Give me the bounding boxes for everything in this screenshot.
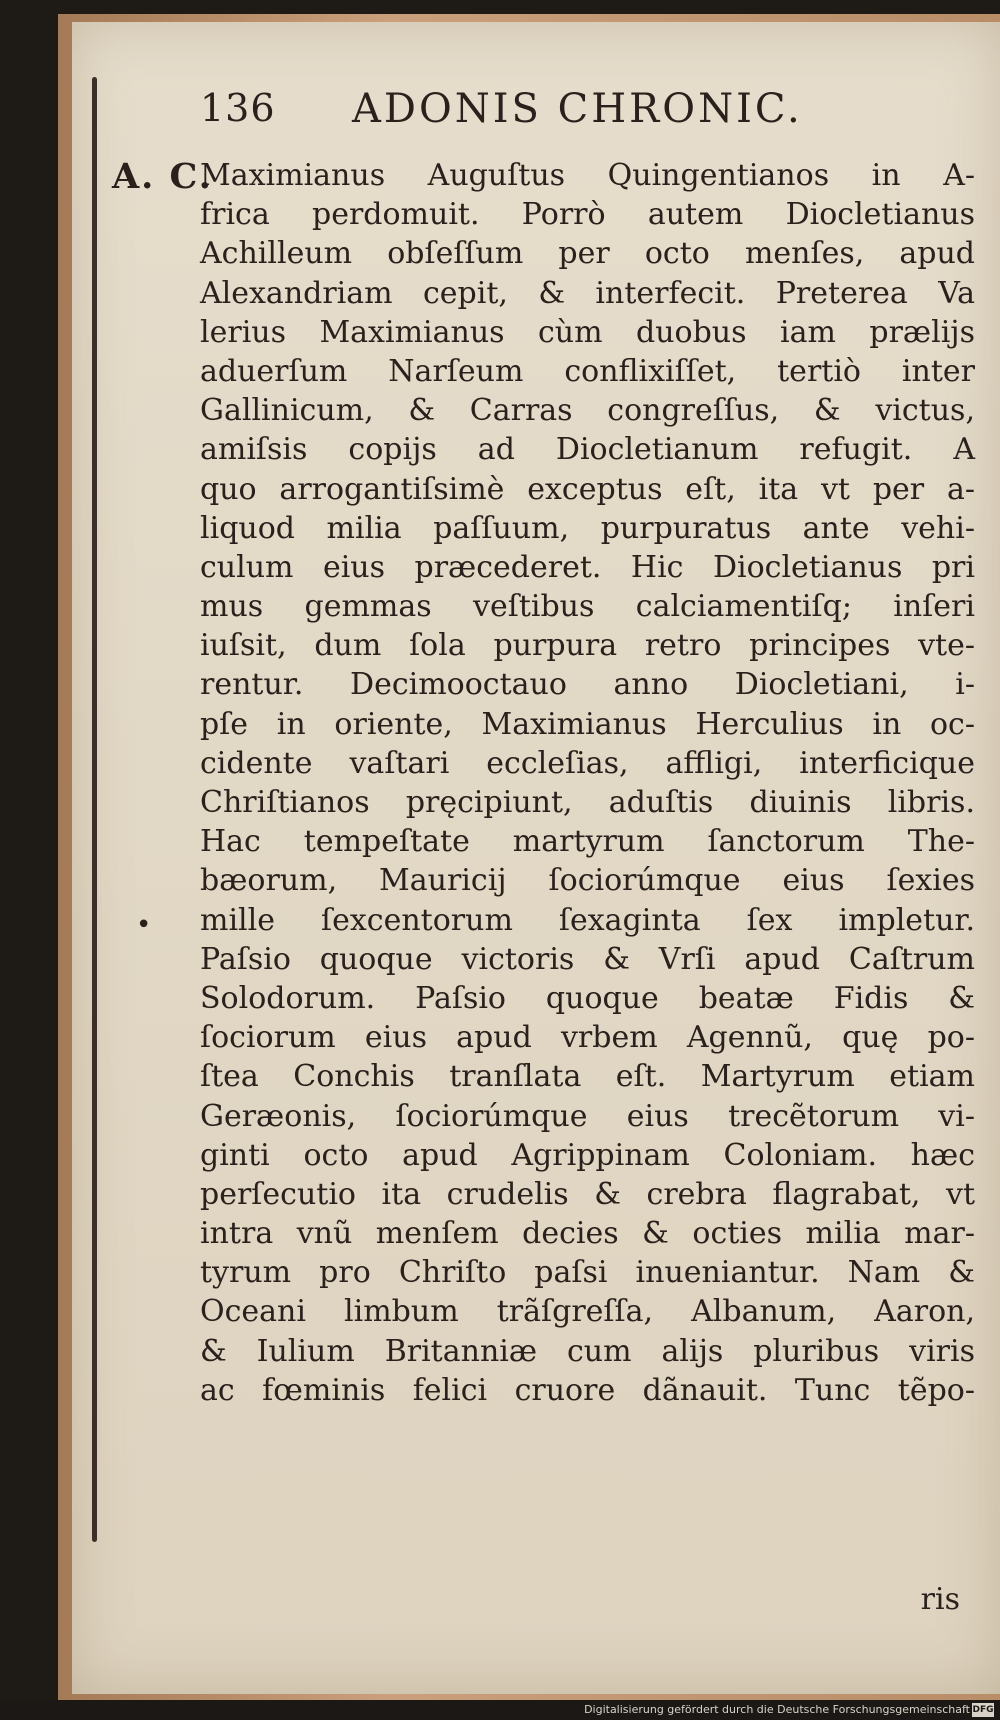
footer-bar (0, 1700, 1000, 1720)
gutter-rule (92, 77, 97, 1542)
text-line: Achilleum obſeſſum per octo menſes, apud (200, 236, 975, 272)
text-line: ginti octo apud Agrippinam Coloniam. hæc (200, 1137, 975, 1173)
funding-credit: Digitalisierung gefördert durch die Deutsche Forschungsgemeinschaft (584, 1703, 970, 1716)
text-line: Geræonis, ſociorúmque eius trecẽtorum vi- (200, 1098, 975, 1134)
text-line: Maximianus Auguſtus Quingentianos in A- (200, 158, 975, 193)
text-line: bæorum, Mauricij ſociorúmque eius ſexies (200, 863, 975, 899)
text-line: Alexandriam cepit, & interfecit. Preterea Va (200, 275, 975, 311)
text-line: culum eius præcederet. Hic Diocletianus pri (200, 549, 975, 585)
text-line: perſecutio ita crudelis & crebra flagrabat, vt (200, 1176, 975, 1212)
text-line: ſociorum eius apud vrbem Agennũ, quę po- (200, 1020, 975, 1056)
text-line: tyrum pro Chriſto paſsi inueniantur. Nam & (200, 1255, 975, 1291)
text-line: pſe in oriente, Maximianus Herculius in oc- (200, 706, 975, 742)
margin-bullet: • (136, 910, 152, 940)
dfg-logo-icon: DFG (972, 1705, 994, 1715)
book-page (72, 22, 1000, 1694)
text-line: Hac tempeſtate martyrum ſanctorum The- (200, 824, 975, 860)
text-line: Gallinicum, & Carras congreſſus, & victus, (200, 393, 975, 429)
text-line: Chriſtianos pręcipiunt, aduſtis diuinis libris. (200, 785, 975, 820)
text-line: Oceani limbum trãſgreſſa, Albanum, Aaron, (200, 1294, 975, 1330)
running-title: ADONIS CHRONIC. (352, 86, 803, 132)
text-line: lerius Maximianus cùm duobus iam prælijs (200, 314, 975, 350)
text-line: amiſsis copijs ad Diocletianum refugit. A (200, 432, 975, 468)
text-line: cidente vaſtari eccleſias, affligi, interficique (200, 745, 975, 781)
text-line: Solodorum. Paſsio quoque beatæ Fidis & (200, 980, 975, 1016)
text-line: ac fœminis felici cruore dãnauit. Tunc tẽpo- (200, 1372, 975, 1408)
text-line: mille ſexcentorum ſexaginta ſex impletur. (200, 902, 975, 938)
text-line: ſtea Conchis tranſlata eſt. Martyrum etiam (200, 1059, 975, 1095)
text-line: mus gemmas veſtibus calciamentiſq; inſeri (200, 589, 975, 625)
text-line: iuſsit, dum ſola purpura retro principes vte- (200, 628, 975, 664)
margin-note: A. C. (112, 156, 213, 197)
catchword: ris (920, 1582, 960, 1617)
running-head (72, 84, 1000, 154)
text-line: & Iulium Britanniæ cum alijs pluribus viris (200, 1333, 975, 1369)
text-line: intra vnũ menſem decies & octies milia mar- (200, 1216, 975, 1252)
text-line: rentur. Decimooctauo anno Diocletiani, i- (200, 667, 975, 703)
text-line: Paſsio quoque victoris & Vrſi apud Caſtrum (200, 941, 975, 977)
text-line: quo arrogantiſsimè exceptus eſt, ita vt per a- (200, 471, 975, 507)
page-number: 136 (200, 86, 276, 130)
body-text (200, 156, 975, 1410)
text-line: liquod milia paſſuum, purpuratus ante vehi- (200, 510, 975, 546)
text-line: aduerſum Narſeum conflixiſſet, tertiò inter (200, 353, 975, 389)
text-line: frica perdomuit. Porrò autem Diocletianus (200, 197, 975, 233)
